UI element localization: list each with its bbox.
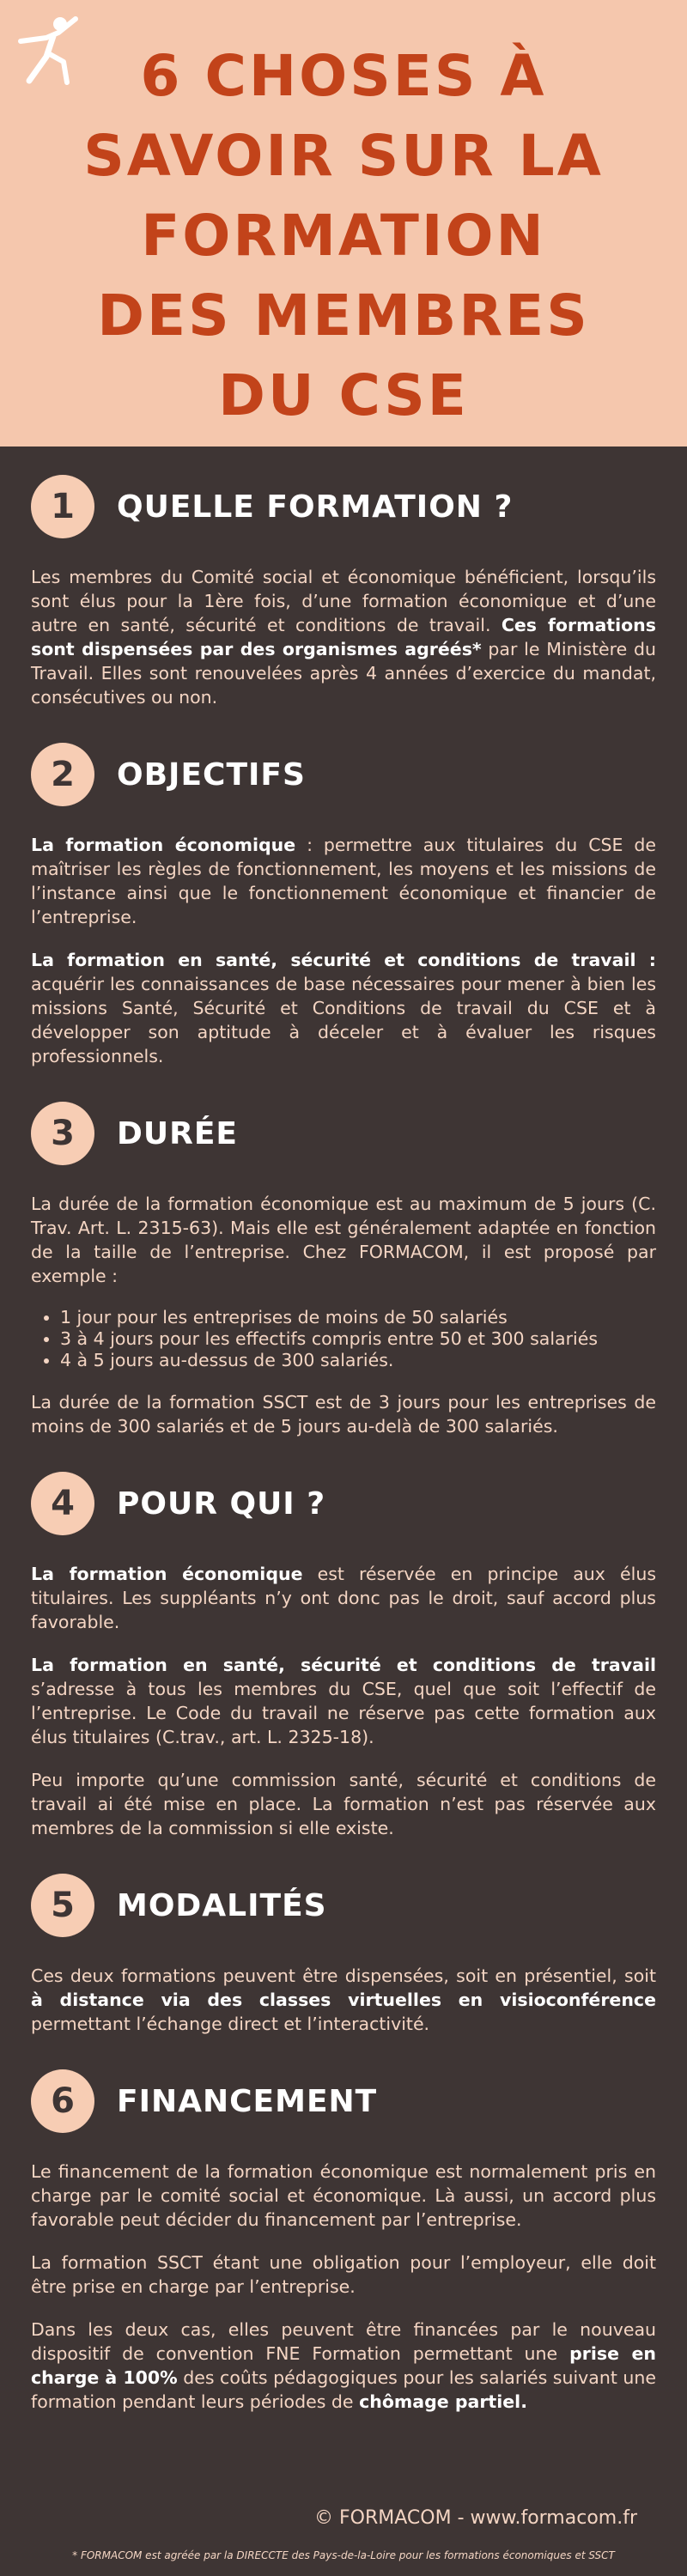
section-paragraph: [31, 1390, 656, 1438]
paragraph-text: Le financement de la formation économique est normalement pris en charge par le comité social et économique. Là aussi, un accord plus favorable peut décider du financement par l’entreprise.: [31, 2161, 656, 2230]
section-header: [31, 1469, 656, 1538]
paragraph-text: Les membres du Comité social et économique bénéficient, lorsqu’ils sont élus pour la 1ère fois, d’une formation économique et d’une autre en santé, sécurité et conditions de travail.: [31, 567, 656, 635]
emphasis-text: La formation économique: [31, 835, 296, 855]
paragraph-text: s’adresse à tous les membres du CSE, quel que soit l’effectif de l’entreprise. Le Code du travail ne réserve pas cette formation aux élus titulaires (C.trav., art. L. 2325-18).: [31, 1679, 656, 1747]
section-2: [31, 740, 656, 1068]
emphasis-text: prise en charge à 100%: [31, 2343, 656, 2388]
section-paragraph: [31, 1653, 656, 1749]
paragraph-text: La durée de la formation SSCT est de 3 jours pour les entreprises de moins de 300 salariés et de 5 jours au-delà de 300 salariés.: [31, 1392, 656, 1437]
section-3: [31, 1099, 656, 1438]
section-6: [31, 2067, 656, 2414]
section-paragraph: [31, 1562, 656, 1634]
footer-credit: © FORMACOM - www.formacom.fr: [314, 2507, 637, 2529]
list-item: • 1 jour pour les entreprises de moins de 50 salariés: [60, 1307, 656, 1328]
page-title: 6 CHOSES À SAVOIR SUR LA FORMATION DES MEMBRES DU CSE: [83, 43, 604, 428]
section-paragraph: [31, 833, 656, 929]
section-heading: POUR QUI ?: [117, 1485, 326, 1522]
emphasis-text: à distance via des classes virtuelles en visioconférence: [31, 1990, 656, 2010]
section-4: [31, 1469, 656, 1840]
section-header: [31, 1099, 656, 1168]
section-heading: MODALITÉS: [117, 1887, 327, 1923]
section-header: [31, 1871, 656, 1940]
section-number-badge: 2: [31, 743, 94, 806]
section-header: [31, 2067, 656, 2136]
section-paragraph: [31, 948, 656, 1068]
section-paragraph: [31, 1964, 656, 2036]
paragraph-text: des coûts pédagogiques pour les salariés suivant une formation pendant leurs périodes de: [31, 2367, 657, 2412]
section-paragraph: [31, 1768, 656, 1840]
footer-note: * FORMACOM est agréée par la DIRECCTE des Pays-de-la-Loire pour les formations économiques et SSCT: [72, 2549, 615, 2561]
paragraph-text: Ces deux formations peuvent être dispensées, soit en présentiel, soit: [31, 1965, 656, 1986]
section-paragraph: [31, 2160, 656, 2232]
section-number-badge: 4: [31, 1472, 94, 1535]
list-item: • 4 à 5 jours au-dessus de 300 salariés.: [60, 1350, 656, 1371]
section-1: [31, 472, 656, 709]
section-heading: OBJECTIFS: [117, 756, 306, 793]
paragraph-text: La durée de la formation économique est au maximum de 5 jours (C. Trav. Art. L. 2315-63). Mais elle est généralement adaptée en fonction de la taille de l’entreprise. Chez FORMACOM, il est proposé par exemple :: [31, 1194, 656, 1286]
section-heading: QUELLE FORMATION ?: [117, 489, 514, 525]
paragraph-text: permettant l’échange direct et l’interactivité.: [31, 2014, 430, 2034]
emphasis-text: La formation en santé, sécurité et conditions de travail :: [31, 950, 656, 970]
paragraph-text: : permettre aux titulaires du CSE de maîtriser les règles de fonctionnement, les moyens et les missions de l’instance ainsi que le fonctionnement économique et financier de l’entreprise.: [31, 835, 657, 927]
section-number-badge: 3: [31, 1102, 94, 1165]
section-paragraph: [31, 1192, 656, 1288]
section-number-badge: 5: [31, 1874, 94, 1937]
emphasis-text: Ces formations sont dispensées par des organismes agréés*: [31, 615, 656, 659]
running-figure-icon: [12, 12, 82, 88]
section-number-badge: 6: [31, 2069, 94, 2133]
paragraph-text: Dans les deux cas, elles peuvent être financées par le nouveau dispositif de convention FNE Formation permettant une: [31, 2319, 656, 2364]
paragraph-text: La formation SSCT étant une obligation pour l’employeur, elle doit être prise en charge par l’entreprise.: [31, 2252, 656, 2297]
bullet-list: [31, 1307, 656, 1371]
section-paragraph: [31, 2318, 656, 2414]
section-5: [31, 1871, 656, 2036]
section-heading: DURÉE: [117, 1115, 239, 1151]
paragraph-text: Peu importe qu’une commission santé, sécurité et conditions de travail ai été mise en place. La formation n’est pas réservée aux membres de la commission si elle existe.: [31, 1770, 656, 1838]
list-item: • 3 à 4 jours pour les effectifs compris entre 50 et 300 salariés: [60, 1328, 656, 1350]
section-number-badge: 1: [31, 475, 94, 538]
emphasis-text: La formation économique: [31, 1564, 303, 1584]
section-heading: FINANCEMENT: [117, 2083, 378, 2119]
section-header: [31, 740, 656, 809]
section-paragraph: [31, 2251, 656, 2299]
paragraph-text: par le Ministère du Travail. Elles sont renouvelées après 4 années d’exercice du mandat, consécutives ou non.: [31, 639, 657, 708]
emphasis-text: chômage partiel.: [359, 2391, 527, 2412]
paragraph-text: acquérir les connaissances de base nécessaires pour mener à bien les missions Santé, Sécurité et Conditions de travail du CSE et à développer son aptitude à déceler et à évaluer les risques professionnels.: [31, 974, 656, 1066]
footer: [0, 2507, 687, 2561]
header-banner: [0, 0, 687, 447]
sections-container: [0, 447, 687, 2414]
section-paragraph: [31, 565, 656, 709]
section-header: [31, 472, 656, 541]
emphasis-text: La formation en santé, sécurité et conditions de travail: [31, 1655, 656, 1675]
paragraph-text: est réservée en principe aux élus titulaires. Les suppléants n’y ont donc pas le droit, sauf accord plus favorable.: [31, 1564, 656, 1632]
